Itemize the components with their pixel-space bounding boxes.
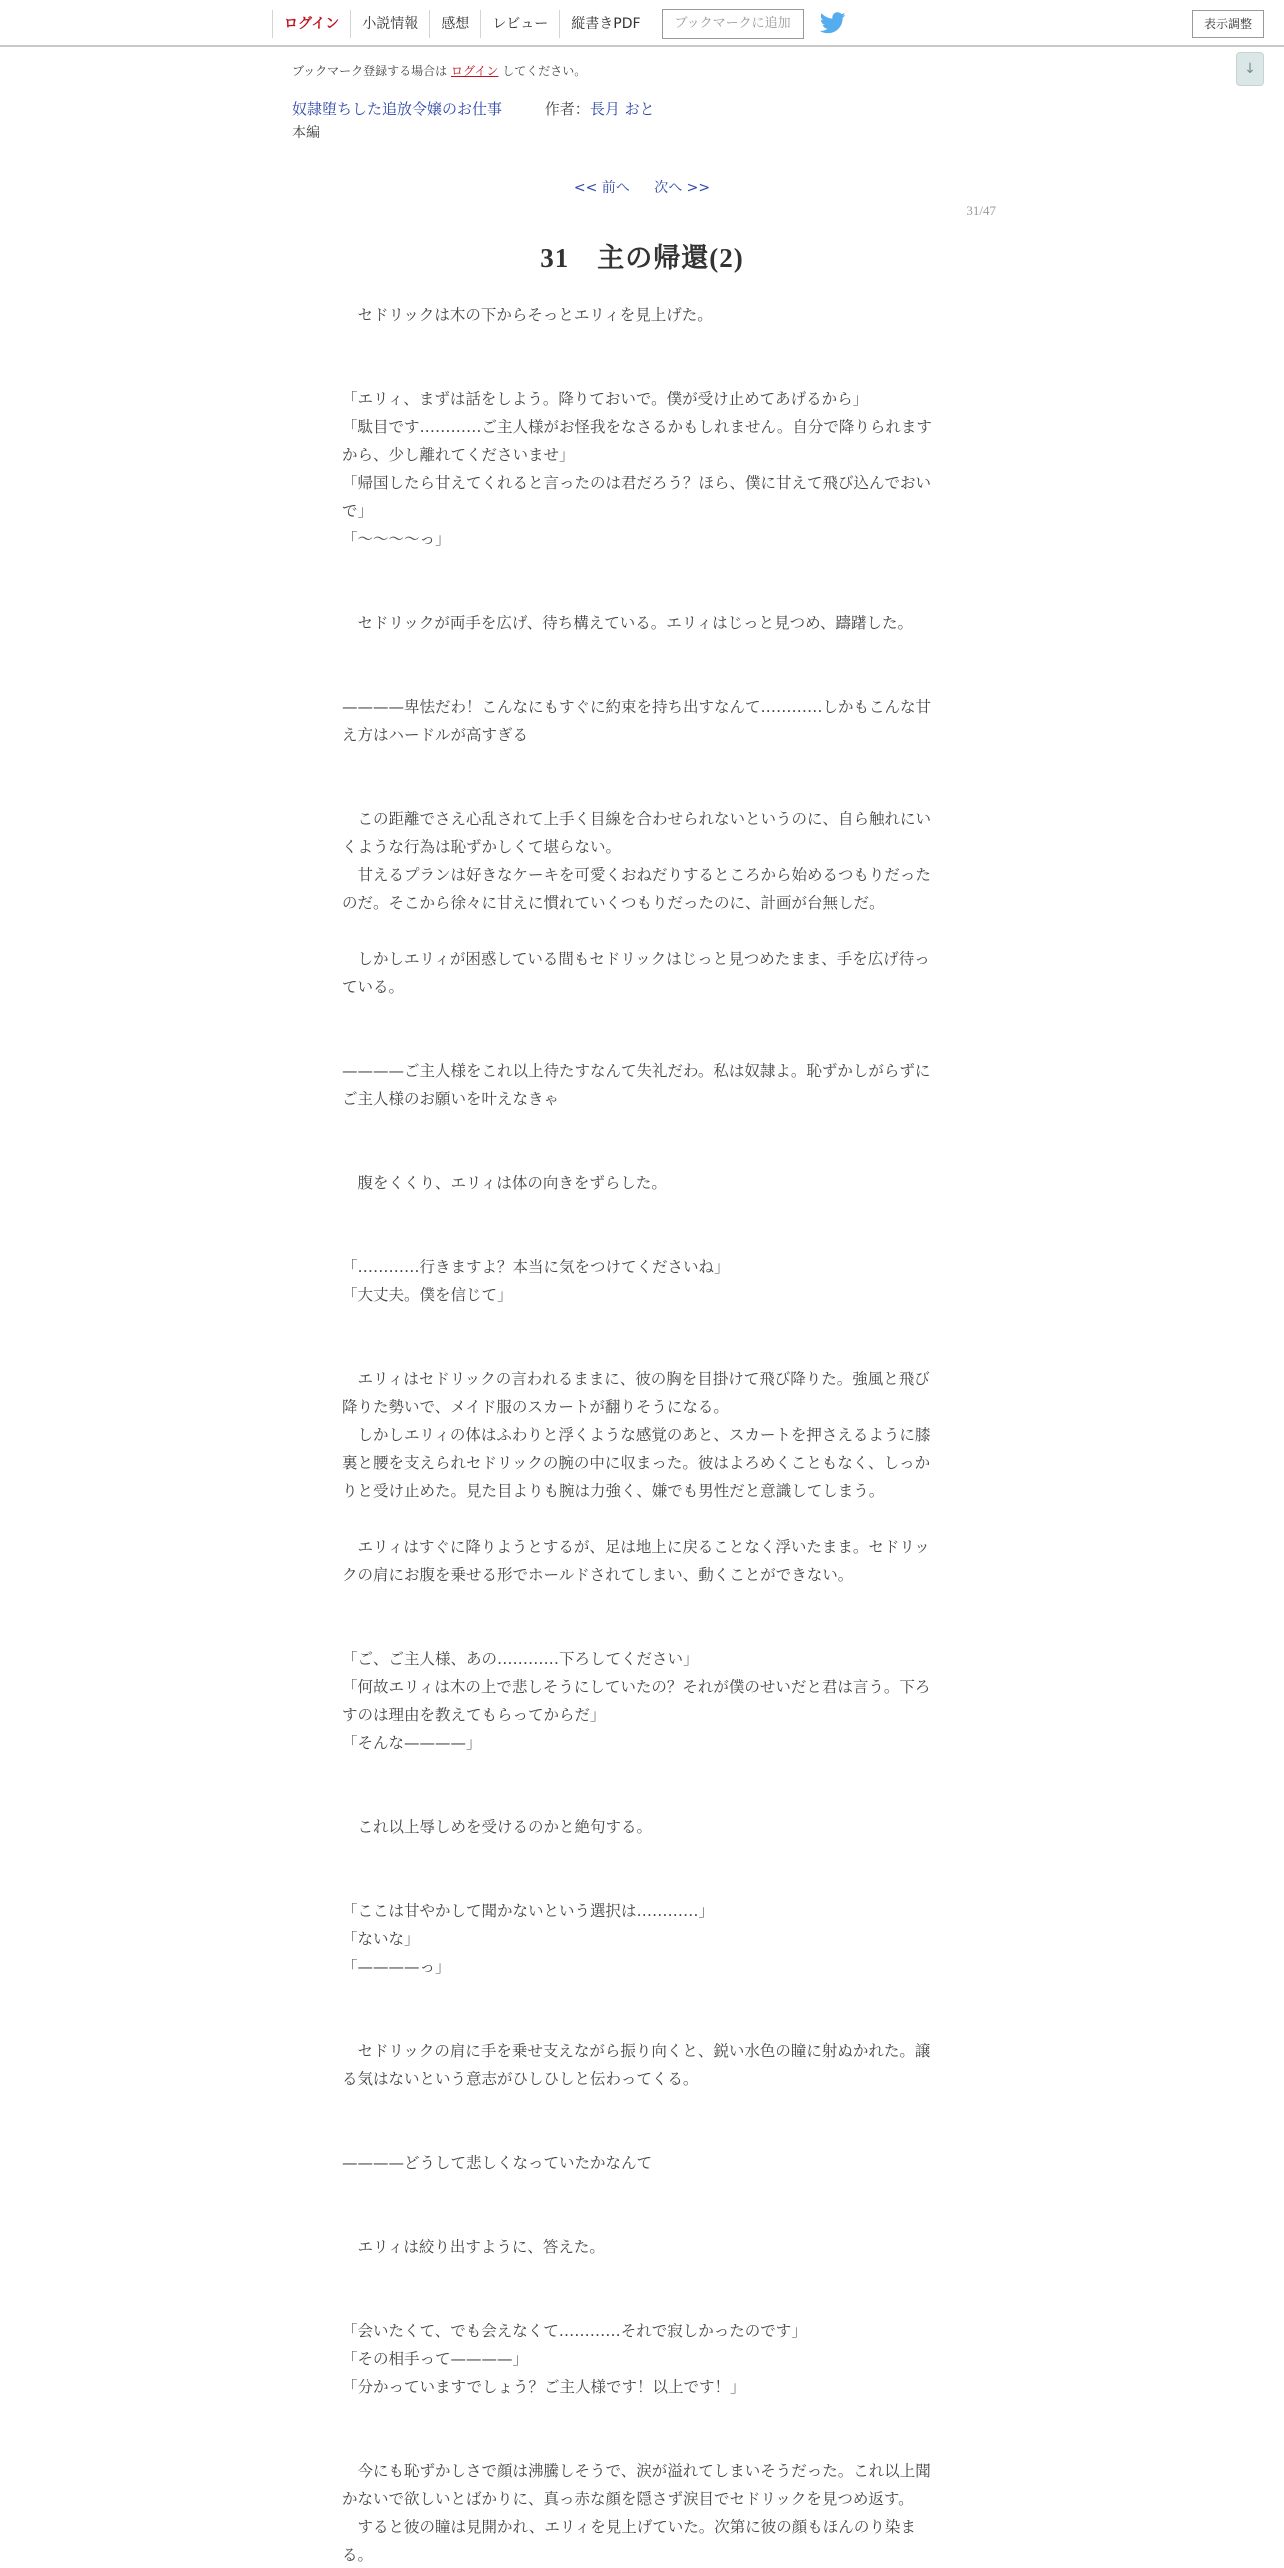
body-paragraph: 「分かっていますでしょう？ご主人様です！以上です！」 bbox=[342, 2378, 746, 2396]
body-paragraph: 「ご、ご主人様、あの…………下ろしてください」 bbox=[342, 1650, 699, 1668]
body-paragraph: 「エリィ、まずは話をしよう。降りておいで。僕が受け止めてあげるから」 bbox=[342, 390, 869, 408]
twitter-icon[interactable] bbox=[820, 12, 848, 36]
body-paragraph: 「ここは甘やかして聞かないという選択は…………」 bbox=[342, 1902, 715, 1920]
body-paragraph: ————卑怯だわ！こんなにもすぐに約束を持ち出すなんて…………しかもこんな甘え方はハードルが高すぎる bbox=[342, 698, 932, 744]
blank-line bbox=[342, 665, 936, 693]
blank-line bbox=[342, 1337, 936, 1365]
blank-line bbox=[342, 1589, 936, 1617]
blank-line bbox=[342, 553, 936, 581]
body-paragraph: しかしエリィの体はふわりと浮くような感覚のあと、スカートを押さえるように膝裏と腰を支えられセドリックの腕の中に収まった。彼はよろめくこともなく、しっかりと受け止めた。見た目よりも腕は力強く、嫌でも男性だと意識してしまう。 bbox=[342, 1426, 931, 1500]
bookmark-note-pre: ブックマーク登録する場合は bbox=[292, 64, 448, 78]
body-paragraph: セドリックは木の下からそっとエリィを見上げた。 bbox=[342, 306, 713, 324]
blank-line bbox=[342, 1617, 936, 1645]
novel-title-link[interactable]: 奴隷堕ちした追放令嬢のお仕事 bbox=[292, 100, 503, 118]
add-bookmark-button[interactable]: ブックマークに追加 bbox=[662, 9, 804, 39]
body-paragraph: 「大丈夫。僕を信じて」 bbox=[342, 1286, 513, 1304]
blank-line bbox=[342, 2121, 936, 2149]
blank-line bbox=[342, 917, 936, 945]
blank-line bbox=[342, 1869, 936, 1897]
novel-header bbox=[292, 98, 655, 119]
blank-line bbox=[342, 1141, 936, 1169]
blank-line bbox=[342, 2009, 936, 2037]
blank-line bbox=[342, 1197, 936, 1225]
blank-line bbox=[342, 357, 936, 385]
blank-line bbox=[342, 1113, 936, 1141]
nav-novel-info[interactable]: 小説情報 bbox=[350, 10, 429, 38]
body-paragraph: 「駄目です…………ご主人様がお怪我をなさるかもしれません。自分で降りられますから、少し離れてくださいませ」 bbox=[342, 418, 932, 464]
author-label: 作者： bbox=[544, 100, 590, 118]
body-paragraph: すると彼の瞳は見開かれ、エリィを見上げていた。次第に彼の顔もほんのり染まる。 bbox=[342, 2518, 916, 2564]
scroll-down-tab[interactable]: ↓ bbox=[1236, 52, 1264, 86]
body-paragraph: 腹をくくり、エリィは体の向きをずらした。 bbox=[342, 1174, 667, 1192]
blank-line bbox=[342, 329, 936, 357]
body-paragraph: 「ないな」 bbox=[342, 1930, 420, 1948]
body-paragraph: エリィはすぐに降りようとするが、足は地上に戻ることなく浮いたまま。セドリックの肩にお腹を乗せる形でホールドされてしまい、動くことができない。 bbox=[342, 1538, 930, 1584]
nav-review[interactable]: レビュー bbox=[480, 10, 559, 38]
display-adjust-button[interactable]: 表示調整 bbox=[1192, 10, 1264, 38]
blank-line bbox=[342, 1841, 936, 1869]
blank-line bbox=[342, 637, 936, 665]
body-paragraph: 「帰国したら甘えてくれると言ったのは君だろう？ほら、僕に甘えて飛び込んでおいで」 bbox=[342, 474, 932, 520]
blank-line bbox=[342, 2401, 936, 2429]
next-episode-link[interactable]: 次へ >> bbox=[654, 180, 711, 196]
prev-episode-link[interactable]: << 前へ bbox=[573, 180, 630, 196]
blank-line bbox=[342, 581, 936, 609]
bookmark-login-note bbox=[292, 62, 586, 79]
body-paragraph: エリィはセドリックの言われるままに、彼の胸を目掛けて飛び降りた。強風と飛び降りた勢いで、メイド服のスカートが翻りそうになる。 bbox=[342, 1370, 930, 1416]
body-paragraph: セドリックが両手を広げ、待ち構えている。エリィはじっと見つめ、躊躇した。 bbox=[342, 614, 914, 632]
novel-body-text bbox=[342, 301, 936, 2568]
chapter-title: 31 主の帰還(2) bbox=[540, 243, 744, 273]
bookmark-note-post: してください。 bbox=[502, 64, 587, 78]
blank-line bbox=[342, 2429, 936, 2457]
body-paragraph: セドリックの肩に手を乗せ支えながら振り向くと、鋭い水色の瞳に射ぬかれた。譲る気はないという意志がひしひしと伝わってくる。 bbox=[342, 2042, 931, 2088]
author-name-link[interactable]: 長月 おと bbox=[589, 100, 655, 118]
nav-impressions[interactable]: 感想 bbox=[429, 10, 480, 38]
body-paragraph: エリィは絞り出すように、答えた。 bbox=[342, 2238, 605, 2256]
blank-line bbox=[342, 2261, 936, 2289]
chapter-section-label: 本編 bbox=[292, 125, 320, 141]
body-paragraph: これ以上辱しめを受けるのかと絶句する。 bbox=[342, 1818, 653, 1836]
body-paragraph: 「そんな————」 bbox=[342, 1734, 482, 1752]
body-paragraph: 「何故エリィは木の上で悲しそうにしていたの？それが僕のせいだと君は言う。下ろすのは理由を教えてもらってからだ」 bbox=[342, 1678, 931, 1724]
blank-line bbox=[342, 1029, 936, 1057]
top-navigation-bar bbox=[0, 0, 1284, 47]
body-paragraph: しかしエリィが困惑している間もセドリックはじっと見つめたまま、手を広げ待っている。 bbox=[342, 950, 930, 996]
blank-line bbox=[342, 1001, 936, 1029]
bookmark-note-login-link[interactable]: ログイン bbox=[451, 64, 499, 78]
blank-line bbox=[342, 1225, 936, 1253]
blank-line bbox=[342, 777, 936, 805]
body-paragraph: 「～～～～っ」 bbox=[342, 530, 451, 548]
blank-line bbox=[342, 1757, 936, 1785]
blank-line bbox=[342, 1505, 936, 1533]
body-paragraph: 「…………行きますよ？本当に気をつけてくださいね」 bbox=[342, 1258, 730, 1276]
nav-vertical-pdf[interactable]: 縦書きPDF bbox=[559, 10, 651, 38]
blank-line bbox=[342, 2177, 936, 2205]
blank-line bbox=[342, 749, 936, 777]
body-paragraph: ————どうして悲しくなっていたかなんて bbox=[342, 2154, 653, 2172]
episode-pager bbox=[0, 177, 1284, 197]
body-paragraph: 「その相手って————」 bbox=[342, 2350, 529, 2368]
blank-line bbox=[342, 1309, 936, 1337]
body-paragraph: この距離でさえ心乱されて上手く目線を合わせられないというのに、自ら触れにいくような行為は恥ずかしくて堪らない。 bbox=[342, 810, 932, 856]
body-paragraph: 甘えるプランは好きなケーキを可愛くおねだりするところから始めるつもりだったのだ。そこから徐々に甘えに慣れていくつもりだったのに、計画が台無しだ。 bbox=[342, 866, 931, 912]
body-paragraph: 「————っ」 bbox=[342, 1958, 451, 1976]
episode-count: 31/47 bbox=[966, 203, 996, 218]
body-paragraph: 今にも恥ずかしさで顔は沸騰しそうで、涙が溢れてしまいそうだった。これ以上聞かないで欲しいとばかりに、真っ赤な顔を隠さず涙目でセドリックを見つめ返す。 bbox=[342, 2462, 931, 2508]
body-paragraph: ————ご主人様をこれ以上待たすなんて失礼だわ。私は奴隷よ。恥ずかしがらずにご主人様のお願いを叶えなきゃ bbox=[342, 1062, 931, 1108]
global-menu bbox=[272, 10, 848, 38]
body-paragraph: 「会いたくて、でも会えなくて…………それで寂しかったのです」 bbox=[342, 2322, 807, 2340]
blank-line bbox=[342, 2093, 936, 2121]
blank-line bbox=[342, 2205, 936, 2233]
blank-line bbox=[342, 1981, 936, 2009]
nav-login[interactable]: ログイン bbox=[272, 10, 350, 38]
blank-line bbox=[342, 2289, 936, 2317]
blank-line bbox=[342, 1785, 936, 1813]
